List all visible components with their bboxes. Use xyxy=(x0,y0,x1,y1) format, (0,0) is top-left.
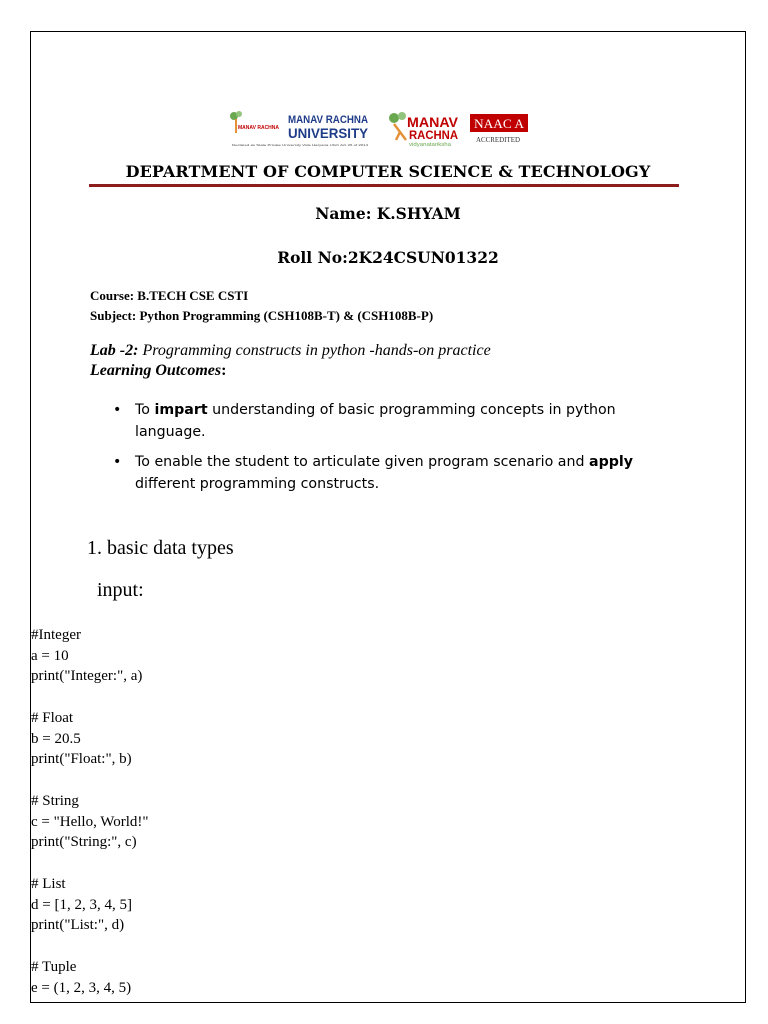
code-line: d = [1, 2, 3, 4, 5] xyxy=(31,896,132,913)
code-line: print("List:", d) xyxy=(31,917,125,933)
student-name: Name: K.SHYAM xyxy=(315,204,461,223)
code-line: c = "Hello, World!" xyxy=(31,813,149,830)
code-line: #Integer xyxy=(31,627,81,643)
code-line: print("String:", c) xyxy=(31,834,137,850)
heading-divider xyxy=(89,184,679,187)
code-line: # Tuple xyxy=(31,959,77,975)
logo-naac: NAAC A xyxy=(474,116,525,131)
logo-university-title: MANAV RACHNA xyxy=(288,114,369,126)
logo-naac-sub: ACCREDITED xyxy=(476,136,520,144)
code-line: print("Float:", b) xyxy=(31,751,132,767)
manav-rachna-tree-icon xyxy=(389,112,406,140)
bullet-icon: • xyxy=(113,454,122,470)
code-line: # String xyxy=(31,793,79,809)
code-line: print("Integer:", a) xyxy=(31,668,143,684)
code-line xyxy=(31,936,149,958)
roll-number: Roll No:2K24CSUN01322 xyxy=(277,248,499,267)
lab-title xyxy=(90,342,491,360)
code-line: b = 20.5 xyxy=(31,730,81,747)
course-info: Course: B.TECH CSE CSTI xyxy=(90,288,249,303)
list-item: • To enable the student to articulate given program scenario and apply different programming constructs. xyxy=(113,451,653,495)
logo-university-sub: UNIVERSITY xyxy=(288,125,369,141)
outcomes-list xyxy=(113,399,653,503)
lab-label: Lab -2: xyxy=(90,342,139,359)
section-title: 1. basic data types xyxy=(87,537,234,559)
logo-university-small: MANAV RACHNA xyxy=(238,125,280,131)
code-block xyxy=(31,625,149,998)
code-line: # Float xyxy=(31,710,74,726)
document-page xyxy=(30,31,746,1003)
bullet-icon: • xyxy=(113,402,122,418)
code-line xyxy=(31,687,149,709)
code-line xyxy=(31,853,149,875)
list-item: • To impart understanding of basic programming concepts in python language. xyxy=(113,399,653,443)
input-label: input: xyxy=(97,579,144,601)
code-line: # List xyxy=(31,876,66,892)
learning-outcomes-heading: Learning Outcomes: xyxy=(90,362,227,379)
logo-mr-title-1: MANAV xyxy=(407,114,459,130)
code-line xyxy=(31,770,149,792)
logo-mr-title-2: RACHNA xyxy=(409,128,459,142)
subject-info: Subject: Python Programming (CSH108B-T) & (CSH108B-P) xyxy=(90,308,434,323)
logo-mr-tagline: vidyanatariksha xyxy=(409,142,452,148)
code-line: a = 10 xyxy=(31,647,69,664)
logo-university-tagline: Declared as State Private University Vide Haryana UGC Act 26 of 2014 xyxy=(232,143,369,147)
department-heading: DEPARTMENT OF COMPUTER SCIENCE & TECHNOLOGY xyxy=(125,162,651,181)
code-line: e = (1, 2, 3, 4, 5) xyxy=(31,979,132,996)
lab-description: Programming constructs in python -hands-on practice xyxy=(138,342,491,359)
university-logos xyxy=(226,110,546,150)
